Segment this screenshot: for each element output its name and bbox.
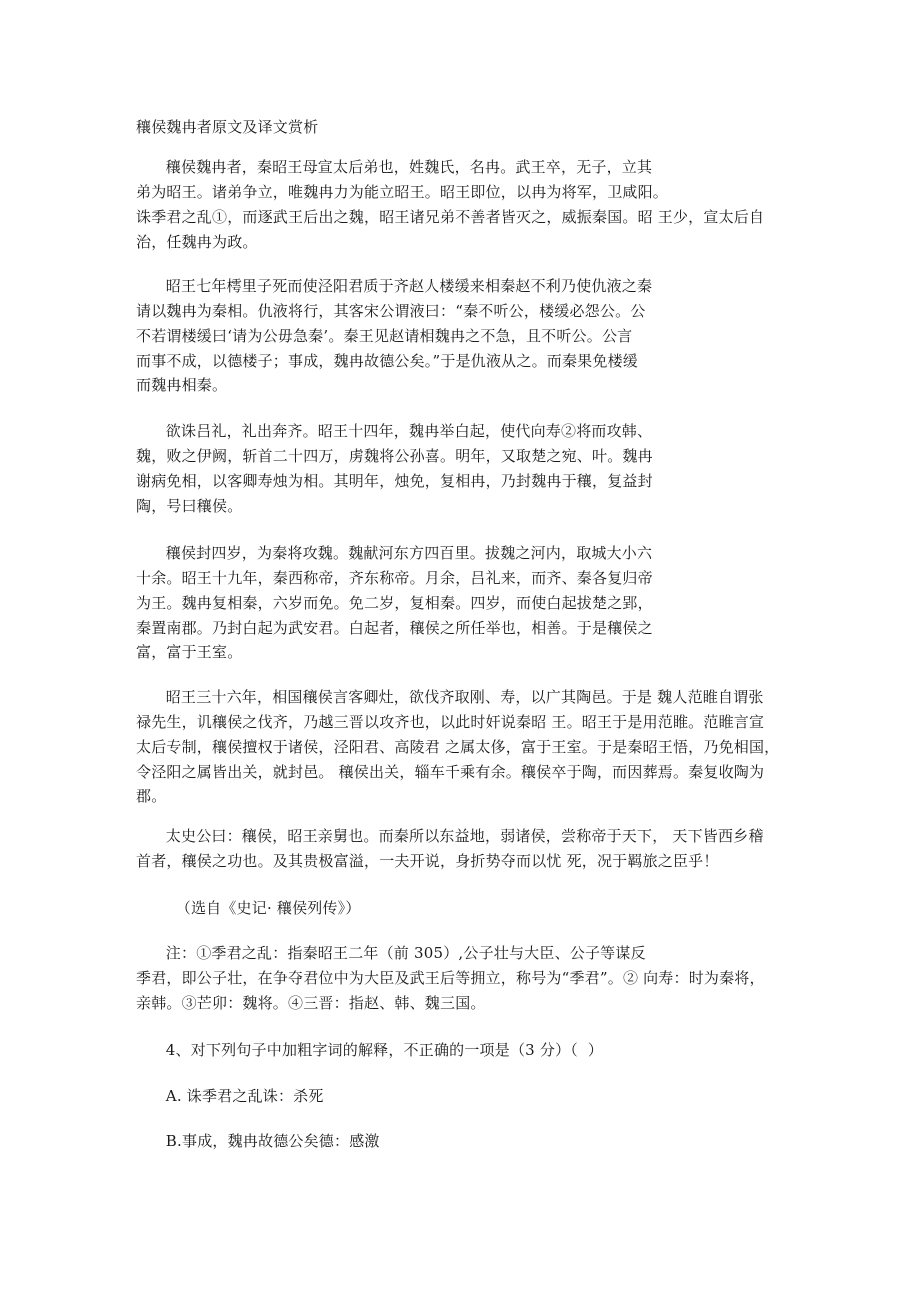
- question-stem: 4、对下列句子中加粗字词的解释，不正确的一项是（3 分）（ ）: [136, 1041, 604, 1059]
- text-line: 昭王三十六年，相国穰侯言客卿灶，欲伐齐取刚、寿，以广其陶邑。于是 魏人范睢自谓张: [136, 688, 764, 706]
- text-line: 陶，号曰穰侯。: [136, 497, 243, 515]
- text-line: 不若谓楼缓曰‘请为公毋急秦’。秦王见赵请相魏冉之不急，且不听公。公言: [136, 327, 633, 345]
- text-line: 弟为昭王。诸弟争立，唯魏冉力为能立昭王。昭王即位，以冉为将军，卫咸阳。: [136, 183, 669, 201]
- text-line: 魏，败之伊阙，斩首二十四万，虏魏将公孙喜。明年，又取楚之宛、叶。魏冉: [136, 447, 653, 465]
- text-line: 富，富于王室。: [136, 643, 243, 661]
- text-line: 欲诛吕礼，礼出奔齐。昭王十四年，魏冉举白起，使代向寿②将而攻韩、: [136, 422, 653, 440]
- text-line: 治，任魏冉为政。: [136, 233, 258, 251]
- source-citation: （选自《史记· 穰侯列传》）: [136, 899, 361, 917]
- note-line: 亲韩。③芒卯：魏将。④三晋：指赵、韩、魏三国。: [136, 994, 486, 1012]
- document-title: 穰侯魏冉者原文及译文赏析: [136, 118, 319, 136]
- text-line: 请以魏冉为秦相。仇液将行，其客宋公谓液曰：“秦不听公，楼缓必怨公。公: [136, 302, 646, 320]
- note-line: 季君，即公子壮，在争夺君位中为大臣及武王后等拥立，称号为“季君”。② 向寿：时为秦将，: [136, 969, 765, 987]
- text-line: 诛季君之乱①，而逐武王后出之魏，昭王诸兄弟不善者皆灭之，威振秦国。昭 王少，宣太后自: [136, 208, 765, 226]
- text-line: 为王。魏冉复相秦，六岁而免。免二岁，复相秦。四岁，而使白起拔楚之郢，: [136, 594, 653, 612]
- text-line: 昭王七年樗里子死而使泾阳君质于齐赵人楼缓来相秦赵不利乃使仇液之秦: [136, 277, 653, 295]
- option-b: B.事成，魏冉故德公矣德：感激: [136, 1132, 380, 1150]
- option-a: A. 诛季君之乱诛：杀死: [136, 1087, 324, 1105]
- text-line: 穰侯封四岁，为秦将攻魏。魏献河东方四百里。拔魏之河内，取城大小六: [136, 544, 653, 562]
- text-line: 而事不成，以德楼子；事成，魏冉故德公矣。”于是仇液从之。而秦果免楼缓: [136, 352, 638, 370]
- note-line: 注：①季君之乱：指秦昭王二年（前 305）,公子壮与大臣、公子等谋反: [136, 944, 646, 962]
- text-line: 首者，穰侯之功也。及其贵极富溢，一夫开说，身折势夺而以忧 死，况于羁旅之臣乎！: [136, 852, 719, 870]
- text-line: 穰侯魏冉者，秦昭王母宣太后弟也，姓魏氏，名冉。武王卒，无子，立其: [136, 158, 653, 176]
- text-line: 十余。昭王十九年，秦西称帝，齐东称帝。月余，吕礼来，而齐、秦各复归帝: [136, 569, 653, 587]
- text-line: 郡。: [136, 787, 167, 805]
- text-line: 而魏冉相秦。: [136, 376, 228, 394]
- text-line: 秦置南郡。乃封白起为武安君。白起者，穰侯之所任举也，相善。于是穰侯之: [136, 619, 653, 637]
- text-line: 谢病免相，以客卿寿烛为相。其明年，烛免，复相冉，乃封魏冉于穰，复益封: [136, 472, 653, 490]
- text-line: 禄先生，讥穰侯之伐齐，乃越三晋以攻齐也，以此时奸说秦昭 王。昭王于是用范睢。范睢言宣: [136, 713, 765, 731]
- text-line: 太后专制，穰侯擅权于诸侯，泾阳君、高陵君 之属太侈，富于王室。于是秦昭王悟，乃免相国，: [136, 738, 780, 756]
- text-line: 令泾阳之属皆出关，就封邑。 穰侯出关，辎车千乘有余。穰侯卒于陶，而因葬焉。秦复收陶为: [136, 763, 765, 781]
- text-line: 太史公曰：穰侯，昭王亲舅也。而秦所以东益地，弱诸侯，尝称帝于天下， 天下皆西乡稽: [136, 827, 764, 845]
